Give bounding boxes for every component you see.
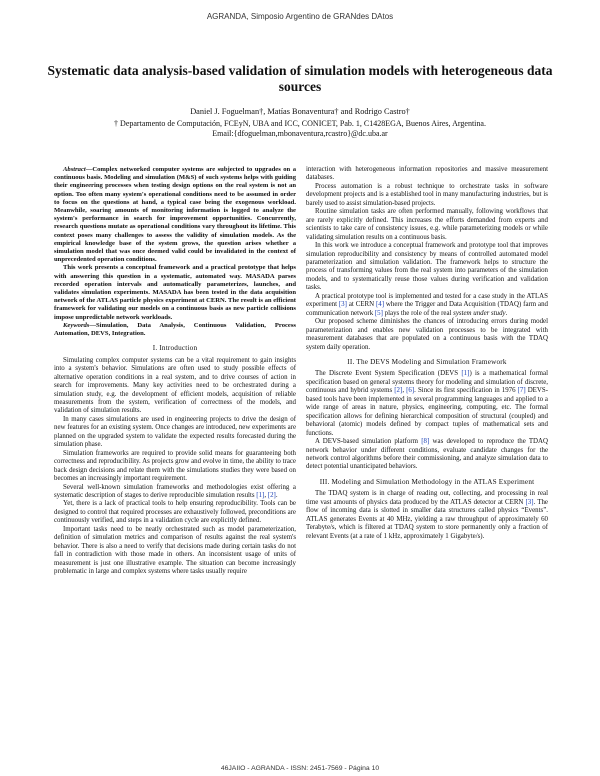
keywords-label: Keywords — [63, 321, 90, 329]
running-header: AGRANDA, Simposio Argentino de GRANdes DAtos — [206, 12, 394, 21]
author-block — [40, 107, 560, 139]
paragraph: Important tasks need to be neatly orchestrated such as model parameterization, definition of simulation metrics and comparison of results against the real system's behavior. There is also a need to verify that decisions made during certain tasks do not fall in contradiction with those made in others. An inconsistent usage of units of measurement is just one illustrative example. The situation can become increasingly problematic in large and complex systems where tasks usually require — [54, 525, 296, 576]
abstract-label: Abstract — [63, 166, 86, 173]
citation-link[interactable]: [7] — [517, 387, 526, 395]
citation-link[interactable]: [8] — [421, 438, 430, 446]
citation-link[interactable]: [4] — [375, 301, 385, 309]
left-column — [54, 166, 296, 577]
citation-link[interactable]: [3] — [338, 301, 347, 309]
paragraph: Simulation frameworks are required to provide solid means for guaranteeing both correctness and reproducibility. As projects grow and evolve in time, the ability to trace back design decisions and relate them with the simulations studies they were based on becomes an increasingly important requirement. — [54, 449, 296, 483]
citation-link[interactable]: [2] — [394, 387, 403, 395]
section-heading-introduction: I. Introduction — [152, 344, 198, 353]
author-email: Email:{dfoguelman,mbonaventura,rcastro}@dc.uba.ar — [212, 129, 388, 138]
paragraph: Our proposed scheme diminishes the chances of introducing errors during model parameterization and enables new validation processes to be integrated with measurement databases that are populated on a continuous basis with the TDAQ system daily operation. — [306, 318, 548, 351]
right-column — [306, 166, 548, 541]
section-heading-methodology: III. Modeling and Simulation Methodology in the ATLAS Experiment — [319, 477, 535, 486]
author-names: Daniel J. Foguelman†, Matías Bonaventura† and Rodrigo Castro† — [190, 107, 410, 116]
citation-link[interactable]: [3] — [525, 498, 534, 506]
paragraph: A DEVS-based simulation platform [8] was developed to reproduce the TDAQ network behavior under different conditions, evaluate candidate changes for the network control algorithms before their commissioning, and analyze simulation data to detect potential unanticipated behaviors. — [306, 438, 548, 471]
paragraph: Process automation is a robust technique to orchestrate tasks in software development projects and is a established tool in many manufacturing industries, but is barely used to assist simulation-based projects. — [306, 182, 548, 207]
author-affiliation: † Departamento de Computación, FCEyN, UBA and ICC, CONICET, Pab. 1, C1428EGA, Buenos Aires, Argentina. — [114, 119, 486, 128]
citation-link[interactable]: [1] — [461, 370, 470, 378]
abstract: Abstract—Complex networked computer systems are subjected to upgrades on a continuous basis. Modeling and simulation (M&S) of such systems helps with guiding their engineering processes when testing design options on the real system is not an option. Too often many system's operational conditions need to be assumed in order to focus on the questions at hand, a typical case being the exogenous workload. Meanwhile, soaring amounts of monitoring information is logged to analyze the system's performance in search for improvement opportunities. Concurrently, research questions mutate as operational conditions vary throughout its lifetime. This context poses many challenges to assess the validity of simulation models. As the empirical knowledge base of the system grows, the question arises whether a simulation model that was once deemed valid could be invalidated in the context of unprecedented operation conditions. — [54, 166, 296, 264]
citation-link[interactable]: [6] — [406, 387, 415, 395]
paragraph: interaction with heterogeneous information repositories and massive measurement databases. — [306, 166, 548, 182]
paragraph: Routine simulation tasks are often performed manually, following workflows that are rarely explicitly defined. This increases the efforts demanded from experts and scientists to take care of consistency issues, e.g. while parameterizing models or while validating simulation results on a continuous basis. — [306, 208, 548, 241]
paragraph: The Discrete Event System Specification (DEVS [1]) is a mathematical formal specification based on general systems theory for modeling and simulation of discrete, continuous and hybrid systems [2], [6]. Since its first specification in 1976 [7] DEVS-based tools have been implemented in several programming languages and applied to a wide range of areas in nature, physics, engineering, computing, etc. The formal specification allows for defining hierarchical composition of structural (coupled) and behavioral (atomic) models defined by compact tuples of mathematical sets and functions. — [306, 370, 549, 437]
page-footer: 46JAIIO - AGRANDA - ISSN: 2451-7569 - Página 10 — [220, 765, 380, 772]
keywords: Keywords—Simulation, Data Analysis, Continuous Validation, Process Automation, DEVS, Integration. — [54, 321, 296, 338]
paragraph: The TDAQ system is in charge of reading out, collecting, and processing in real time vast amounts of physics data produced by the ATLAS detector at CERN [3]. The flow of incoming data is slotted in smaller data structures called physics “Events”. ATLAS generates Events at 40 MHz, yielding a raw throughput of approximately 60 Terabyte/s, which is filtered at TDAQ system to store permanently only a fraction of relevant Events (at a rate of 1 kHz, approximately 1 Gigabyte/s). — [306, 490, 548, 540]
paragraph: In this work we introduce a conceptual framework and prototype tool that improves simulation reproducibility and consistency by means of controlled automated model parameterization and simulation validation. The framework helps to structure the process of transforming values from the real system into parameters of the simulation models, and to systematically reuse those values during verification and validation tasks. — [306, 242, 548, 292]
paragraph: A practical prototype tool is implemented and tested for a case study in the ATLAS experiment [3] at CERN [4] where the Trigger and Data Acquisition (TDAQ) farm and communication network [5] plays the role of the real system under study. — [306, 292, 548, 317]
section-heading-devs: II. The DEVS Modeling and Simulation Framework — [347, 357, 507, 366]
paragraph: Simulating complex computer systems can be a vital requirement to gain insights into a system's behavior. Simulations are often used to study possible effects of alternative operation conditions in a real system, and to drive courses of action in search for improvements. Many key activities need to be orchestrated during a simulation study, e.g. the development of efficient models, acquisition of reliable measurements from the system, verification of correctness of the models, and validation of simulation results. — [54, 356, 296, 415]
paragraph: Several well-known simulation frameworks and methodologies exist offering a systematic description of stages to derive reproducible simulation results [1], [2]. — [54, 483, 296, 499]
citation-link[interactable]: [2] — [267, 491, 276, 499]
paragraph: Yet, there is a lack of practical tools to help ensuring reproducibility. Tools can be designed to control that required processes are exhaustively followed, preconditions are continuously verified, and steps in a validation cycle are explicitly defined. — [54, 500, 296, 525]
citation-link[interactable]: [1] — [256, 491, 265, 499]
abstract-paragraph-2: This work presents a conceptual framework and a practical prototype that helps with answering this question in a systematic, automated way. MASADA parses recorded operation intervals and automatically parameterizes, launches, and validates simulation experiments. MASADA has been tested in the data acquisition network of the ATLAS particle physics experiment at CERN. The result is an efficient framework for validating our models on a continuous basis as new particle collisions impose unpredictable network workloads. — [54, 264, 296, 321]
citation-link[interactable]: [5] — [374, 309, 383, 317]
paragraph: In many cases simulations are used in engineering projects to drive the design of new features for an existing system. Once changes are introduced, new experiments are planned on the upgraded system to validate the expected results forecasted during the simulation phase. — [54, 415, 296, 449]
paper-title: Systematic data analysis-based validation of simulation models with heterogeneous data sources — [47, 63, 553, 94]
